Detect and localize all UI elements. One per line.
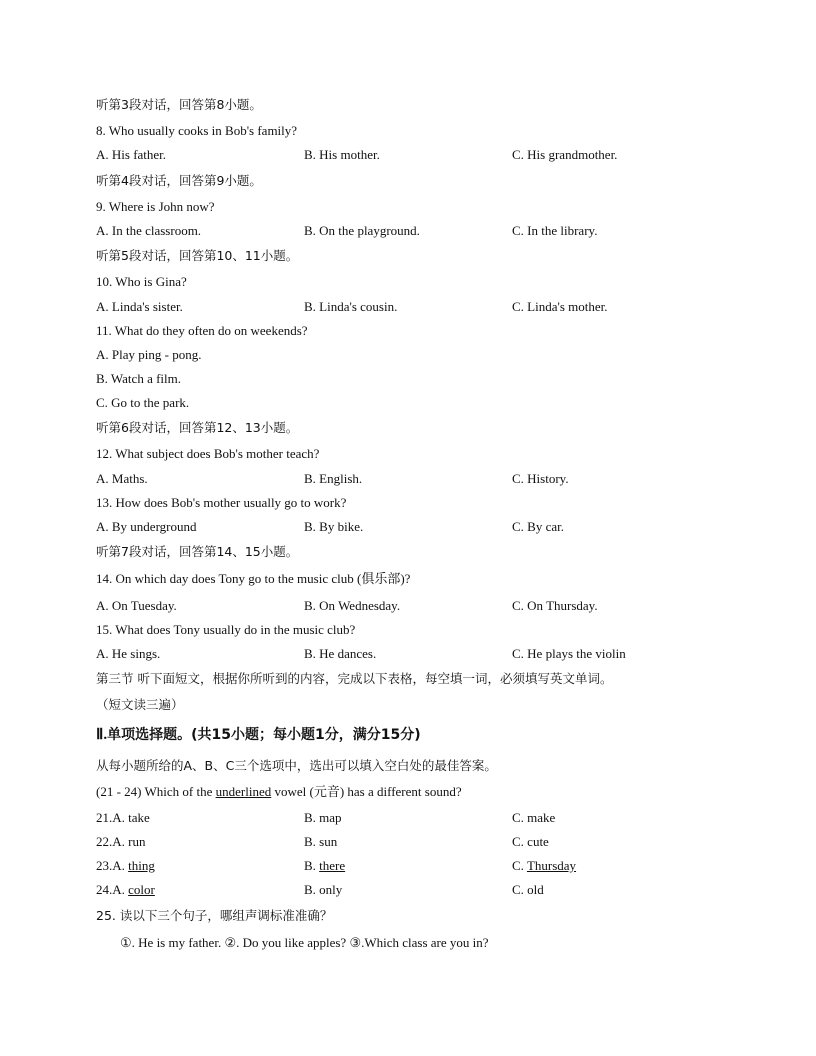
- q15-option-b: B. He dances.: [304, 646, 377, 661]
- question-11: 11. What do they often do on weekends?: [96, 323, 308, 338]
- q21-option-c: C. make: [512, 810, 556, 825]
- q9-option-b: B. On the playground.: [304, 223, 420, 238]
- q23-a-word: thing: [128, 858, 155, 873]
- q24-a-label: 24.A.: [96, 882, 129, 897]
- part3-note: （短文读三遍）: [96, 697, 184, 712]
- q21-option-a: 21.A. take: [96, 810, 150, 825]
- section-intro-14: 听第7段对话，回答第14、15小题。: [96, 544, 299, 559]
- q14-option-b: B. On Wednesday.: [304, 598, 401, 613]
- q14-option-a: A. On Tuesday.: [96, 598, 177, 613]
- q24-option-b: B. only: [304, 882, 343, 897]
- q22-option-c: C. cute: [512, 834, 549, 849]
- q12-option-b: B. English.: [304, 471, 363, 486]
- q13-option-b: B. By bike.: [304, 519, 364, 534]
- section-intro-9: 听第4段对话，回答第9小题。: [96, 173, 262, 188]
- q23-option-b: [304, 857, 345, 875]
- section-intro-12: 听第6段对话，回答第12、13小题。: [96, 420, 299, 435]
- q11-option-b: B. Watch a film.: [96, 371, 182, 386]
- q10-option-c: C. Linda's mother.: [512, 299, 608, 314]
- question-13: 13. How does Bob's mother usually go to work?: [96, 495, 347, 510]
- part2-title: 单项选择题。(共15小题；每小题1分，满分15分): [107, 727, 421, 743]
- question-14: 14. On which day does Tony go to the music club (俱乐部)?: [96, 571, 411, 586]
- stem-prefix: (21 - 24) Which of the: [96, 784, 216, 799]
- q13-option-c: C. By car.: [512, 519, 564, 534]
- q8-option-c: C. His grandmother.: [512, 147, 618, 162]
- q8-option-a: A. His father.: [96, 147, 167, 162]
- q10-option-a: A. Linda's sister.: [96, 299, 183, 314]
- question-25: 25. 读以下三个句子，哪组声调标准准确？: [96, 908, 333, 923]
- q23-b-word: there: [319, 858, 346, 873]
- question-10: 10. Who is Gina?: [96, 274, 187, 289]
- q24-a-word: color: [128, 882, 155, 897]
- stem-suffix: vowel (元音) has a different sound?: [271, 784, 462, 799]
- q12-option-c: C. History.: [512, 471, 569, 486]
- q15-option-c: C. He plays the violin: [512, 646, 626, 661]
- q22-option-b: B. sun: [304, 834, 338, 849]
- q15-option-a: A. He sings.: [96, 646, 161, 661]
- q11-option-c: C. Go to the park.: [96, 395, 190, 410]
- question-15: 15. What does Tony usually do in the music club?: [96, 622, 356, 637]
- question-21-24-stem: [96, 783, 462, 801]
- q23-c-word: Thursday: [526, 858, 577, 873]
- q24-option-a: [96, 881, 155, 899]
- section-intro-8: 听第3段对话，回答第8小题。: [96, 97, 262, 112]
- q9-option-c: C. In the library.: [512, 223, 598, 238]
- q22-option-a: 22.A. run: [96, 834, 146, 849]
- q8-option-b: B. His mother.: [304, 147, 380, 162]
- question-25-sentences: ①. He is my father. ②. Do you like apples? ③.Which class are you in?: [120, 935, 489, 950]
- q23-b-label: B.: [304, 858, 320, 873]
- q9-option-a: A. In the classroom.: [96, 223, 202, 238]
- q12-option-a: A. Maths.: [96, 471, 148, 486]
- q23-option-c: [512, 857, 576, 875]
- part2-heading: [96, 726, 421, 744]
- q11-option-a: A. Play ping - pong.: [96, 347, 202, 362]
- question-9: 9. Where is John now?: [96, 199, 215, 214]
- q14-option-c: C. On Thursday.: [512, 598, 598, 613]
- q23-c-label: C.: [512, 858, 527, 873]
- part2-instruction: 从每小题所给的A、B、C三个选项中，选出可以填入空白处的最佳答案。: [96, 758, 497, 773]
- part3-instruction: 第三节 听下面短文，根据你所听到的内容，完成以下表格，每空填一词，必须填写英文单词。: [96, 671, 613, 686]
- q13-option-a: A. By underground: [96, 519, 197, 534]
- question-12: 12. What subject does Bob's mother teach?: [96, 446, 320, 461]
- q23-option-a: [96, 857, 155, 875]
- stem-underlined-word: underlined: [215, 784, 272, 799]
- q10-option-b: B. Linda's cousin.: [304, 299, 398, 314]
- q23-a-label: 23.A.: [96, 858, 129, 873]
- section-intro-10: 听第5段对话，回答第10、11小题。: [96, 248, 299, 263]
- q24-option-c: C. old: [512, 882, 544, 897]
- q21-option-b: B. map: [304, 810, 342, 825]
- part2-roman-numeral: Ⅱ.: [96, 727, 108, 743]
- question-8: 8. Who usually cooks in Bob's family?: [96, 123, 298, 138]
